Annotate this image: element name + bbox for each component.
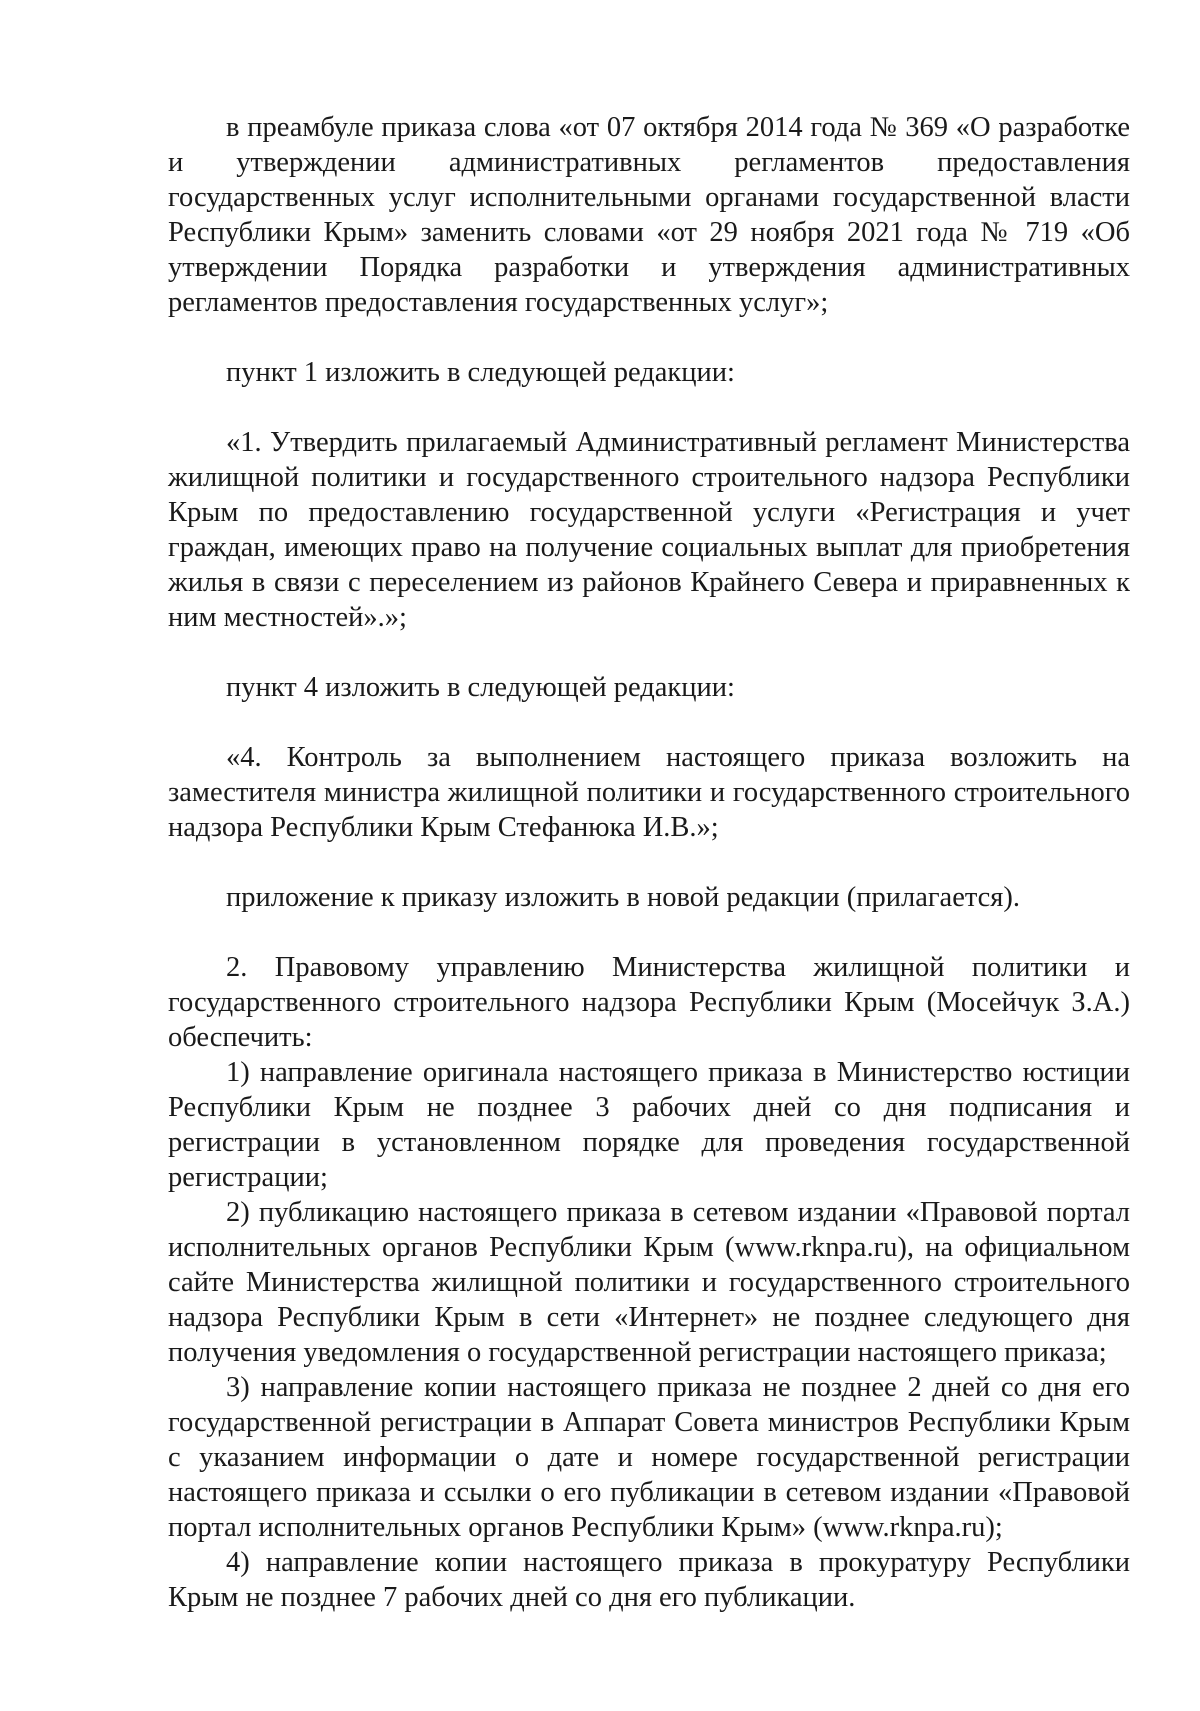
paragraph-appendix: приложение к приказу изложить в новой редакции (прилагается).	[226, 882, 1021, 913]
paragraph-item-2: 2. Правовому управлению Министерства жилищной политики и государственного строительного надзора Республики Крым (Мосейчук З.А.) обеспечить:	[168, 952, 1130, 1053]
paragraph-point-4-intro: пункт 4 изложить в следующей редакции:	[226, 672, 735, 703]
paragraph-preamble: в преамбуле приказа слова «от 07 октября 2014 года № 369 «О разработке и утверждении административных регламентов предоставления государственных услуг исполнительными органами государственной власти Республики Крым» заменить словами «от 29 ноября 2021 года № 719 «Об утверждении Порядка разработки и утверждения административных регламентов предоставления государственных услуг»;	[168, 112, 1130, 318]
paragraph-point-1-text: «1. Утвердить прилагаемый Административный регламент Министерства жилищной политики и государственного строительного надзора Республики Крым по предоставлению государственной услуги «Регистрация и учет граждан, имеющих право на получение социальных выплат для приобретения жилья в связи с переселением из районов Крайнего Севера и приравненных к ним местностей».»;	[168, 427, 1130, 633]
paragraph-subitem-4: 4) направление копии настоящего приказа в прокуратуру Республики Крым не позднее 7 рабочих дней со дня его публикации.	[168, 1547, 1130, 1613]
paragraph-subitem-3: 3) направление копии настоящего приказа не позднее 2 дней со дня его государственной регистрации в Аппарат Совета министров Республики Крым с указанием информации о дате и номере государственной регистрации настоящего приказа и ссылки о его публикации в сетевом издании «Правовой портал исполнительных органов Республики Крым» (www.rknpa.ru);	[168, 1372, 1130, 1543]
paragraph-point-1-intro: пункт 1 изложить в следующей редакции:	[226, 357, 735, 388]
paragraph-subitem-1: 1) направление оригинала настоящего приказа в Министерство юстиции Республики Крым не позднее 3 рабочих дней со дня подписания и регистрации в установленном порядке для проведения государственной регистрации;	[168, 1057, 1130, 1193]
paragraph-subitem-2: 2) публикацию настоящего приказа в сетевом издании «Правовой портал исполнительных органов Республики Крым (www.rknpa.ru), на официальном сайте Министерства жилищной политики и государственного строительного надзора Республики Крым в сети «Интернет» не позднее следующего дня получения уведомления о государственной регистрации настоящего приказа;	[168, 1197, 1130, 1368]
paragraph-point-4-text: «4. Контроль за выполнением настоящего приказа возложить на заместителя министра жилищной политики и государственного строительного надзора Республики Крым Стефанюка И.В.»;	[168, 742, 1130, 843]
document-body	[168, 110, 1130, 1615]
